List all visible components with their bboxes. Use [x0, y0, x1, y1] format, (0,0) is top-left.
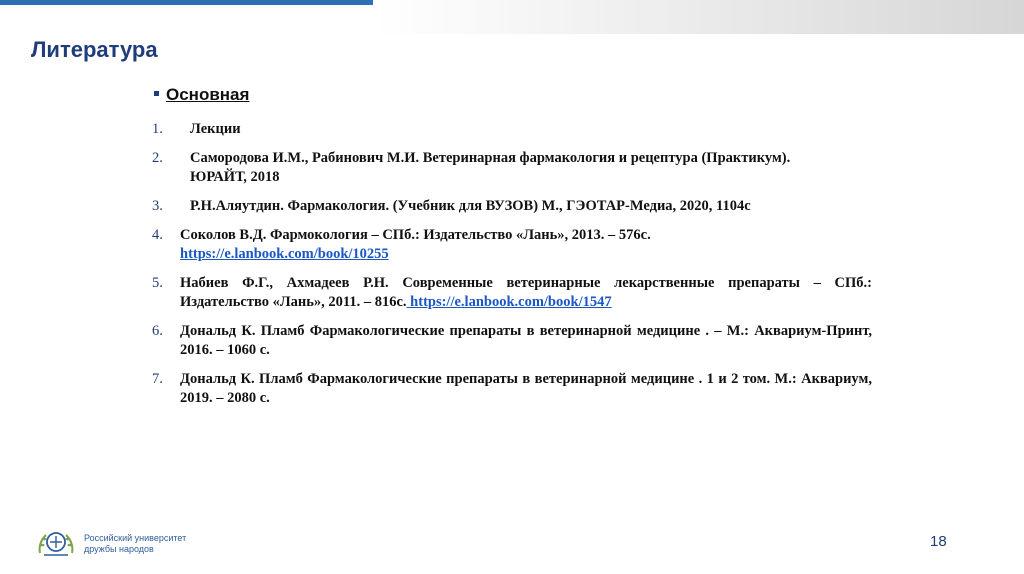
item-text: Р.Н.Аляутдин. Фармакология. (Учебник для ВУЗОВ) М., ГЭОТАР-Медиа, 2020, 1104с	[190, 198, 751, 214]
list-item	[152, 322, 872, 360]
lanbook-link[interactable]: https://e.lanbook.com/book/10255	[180, 246, 389, 262]
list-item	[152, 274, 872, 312]
reference-list	[152, 120, 872, 418]
item-number: 5.	[152, 275, 163, 291]
item-text: Дональд К. Пламб Фармакологические препараты в ветеринарной медицине . – М.: Аквариум-Принт, 2016. – 1060 с.	[180, 323, 872, 358]
page-number: 18	[930, 533, 947, 550]
list-item	[152, 370, 872, 408]
top-gradient-bar	[373, 0, 1024, 34]
item-number: 2.	[152, 150, 163, 166]
item-number: 1.	[152, 121, 163, 137]
list-item	[152, 226, 872, 264]
organization-name	[84, 533, 186, 555]
item-number: 4.	[152, 227, 163, 243]
list-item	[152, 197, 872, 216]
slide-title: Литература	[31, 37, 158, 62]
item-number: 6.	[152, 323, 163, 339]
list-item	[152, 120, 872, 139]
item-text: Самородова И.М., Рабинович М.И. Ветеринарная фармакология и рецептура (Практикум). ЮРАЙТ, 2018	[190, 150, 791, 185]
square-bullet-icon	[154, 91, 159, 96]
org-line-2: дружбы народов	[84, 544, 154, 554]
item-text: Соколов В.Д. Фармокология – СПб.: Издательство «Лань», 2013. – 576с.	[180, 227, 651, 243]
section-heading: Основная	[166, 85, 250, 104]
item-text: Дональд К. Пламб Фармакологические препараты в ветеринарной медицине . 1 и 2 том. М.: Аквариум, 2019. – 2080 с.	[180, 371, 872, 406]
list-item	[152, 149, 872, 187]
item-number: 3.	[152, 198, 163, 214]
lanbook-link[interactable]: https://e.lanbook.com/book/1547	[406, 294, 612, 310]
section-header	[154, 85, 249, 105]
item-text: Лекции	[190, 121, 241, 137]
top-accent-bar	[0, 0, 373, 5]
item-number: 7.	[152, 371, 163, 387]
item-text: Набиев Ф.Г., Ахмадеев Р.Н. Современные ветеринарные лекарственные препараты – СПб.: Издательство «Лань», 2011. – 816с.	[180, 275, 872, 310]
org-line-1: Российский университет	[84, 533, 187, 543]
university-logo-icon	[36, 527, 76, 559]
